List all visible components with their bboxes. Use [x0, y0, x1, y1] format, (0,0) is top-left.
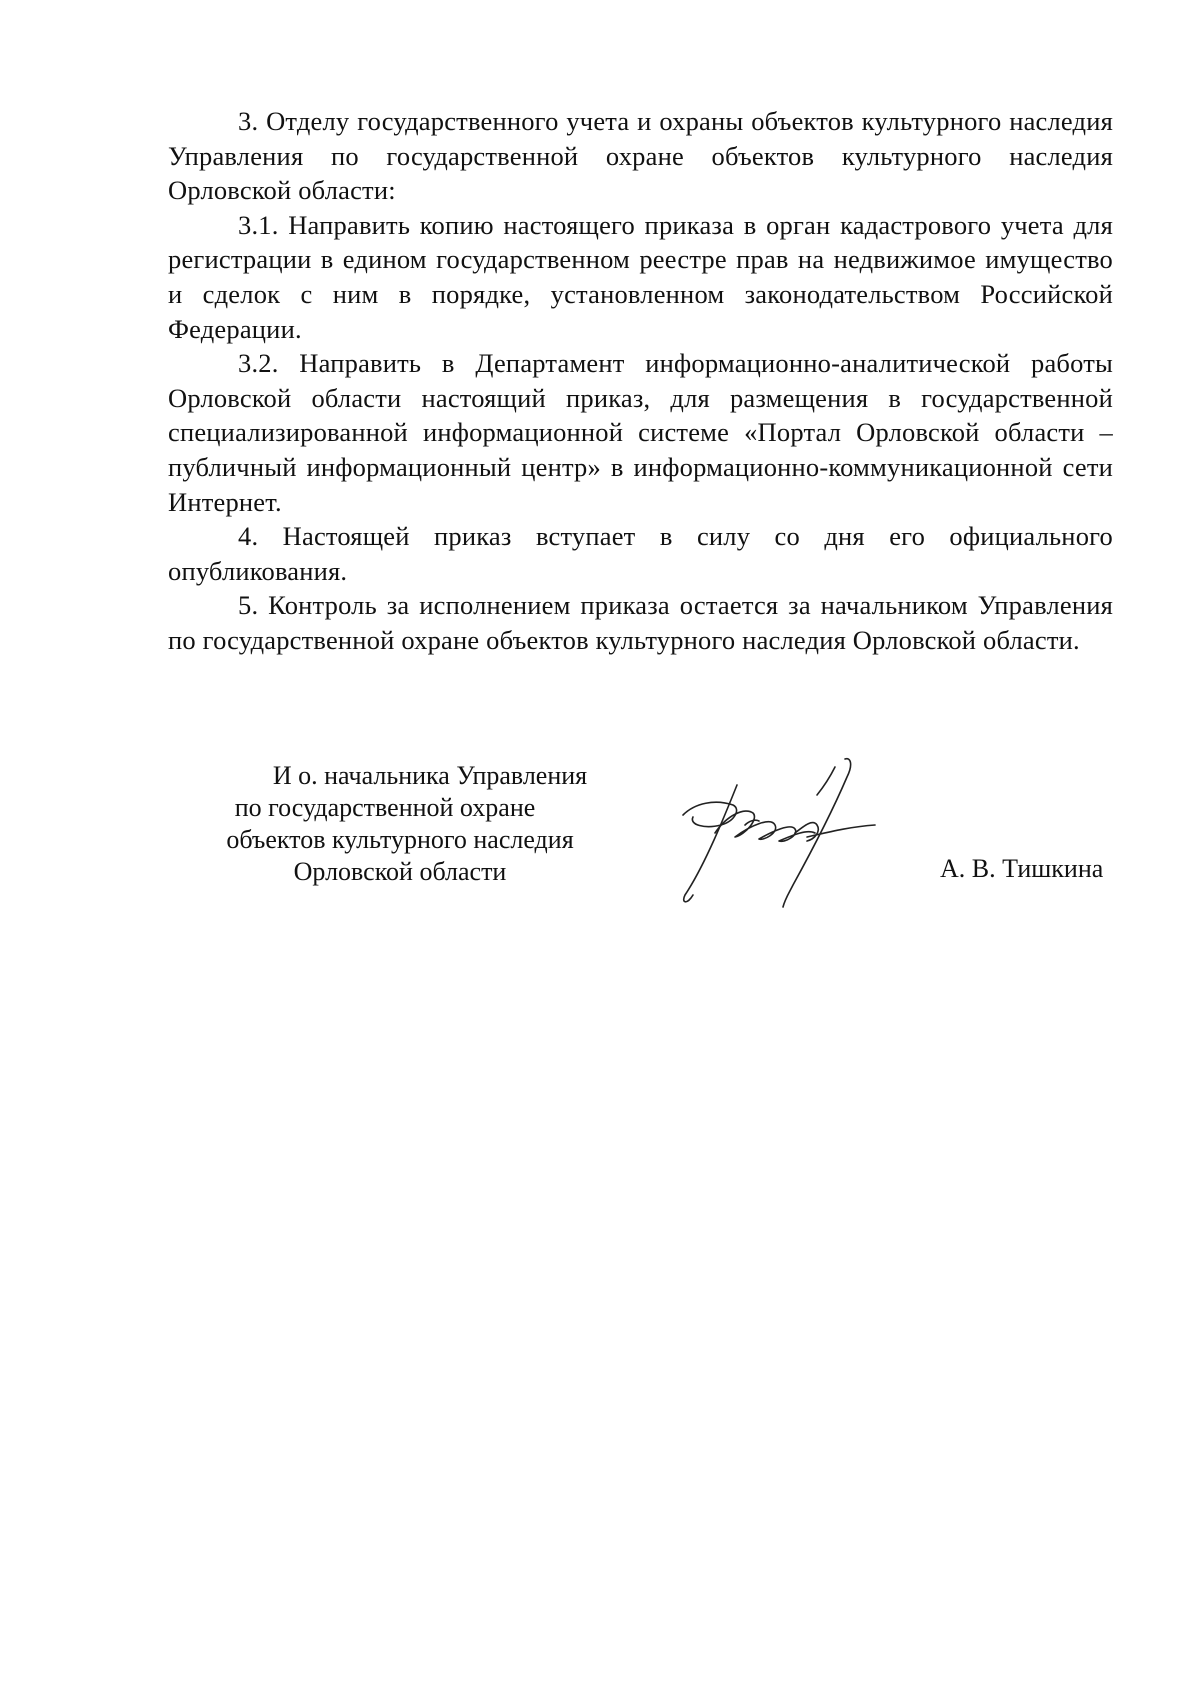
signatory-position-line: объектов культурного наследия	[226, 825, 574, 854]
signer-name: А. В. Тишкина	[940, 854, 1104, 883]
signatory-position	[150, 760, 650, 888]
handwritten-signature	[675, 755, 885, 915]
paragraph-3-2: 3.2. Направить в Департамент информационно-аналитической работы Орловской области настоящий приказ, для размещения в государственной специализированной информационной системе «Портал Орловской области – публичный информационный центр» в информационно-коммуникационной сети Интернет.	[168, 348, 1113, 517]
signatory-position-line: Орловской области	[293, 857, 507, 886]
signatory-position-line: по государственной охране	[234, 793, 536, 822]
paragraph-3: 3. Отделу государственного учета и охраны объектов культурного наследия Управления по государственной охране объектов культурного наследия Орловской области:	[168, 106, 1113, 206]
signatory-position-line: И о. начальника Управления	[272, 761, 588, 790]
document-body	[168, 104, 1113, 658]
paragraph-4: 4. Настоящей приказ вступает в силу со дня его официального опубликования.	[168, 521, 1113, 586]
paragraph-5: 5. Контроль за исполнением приказа остается за начальником Управления по государственной охране объектов культурного наследия Орловской области.	[168, 590, 1113, 655]
paragraph-3-1: 3.1. Направить копию настоящего приказа в орган кадастрового учета для регистрации в едином государственном реестре прав на недвижимое имущество и сделок с ним в порядке, установленном законодательством Российской Федерации.	[168, 209, 1113, 344]
